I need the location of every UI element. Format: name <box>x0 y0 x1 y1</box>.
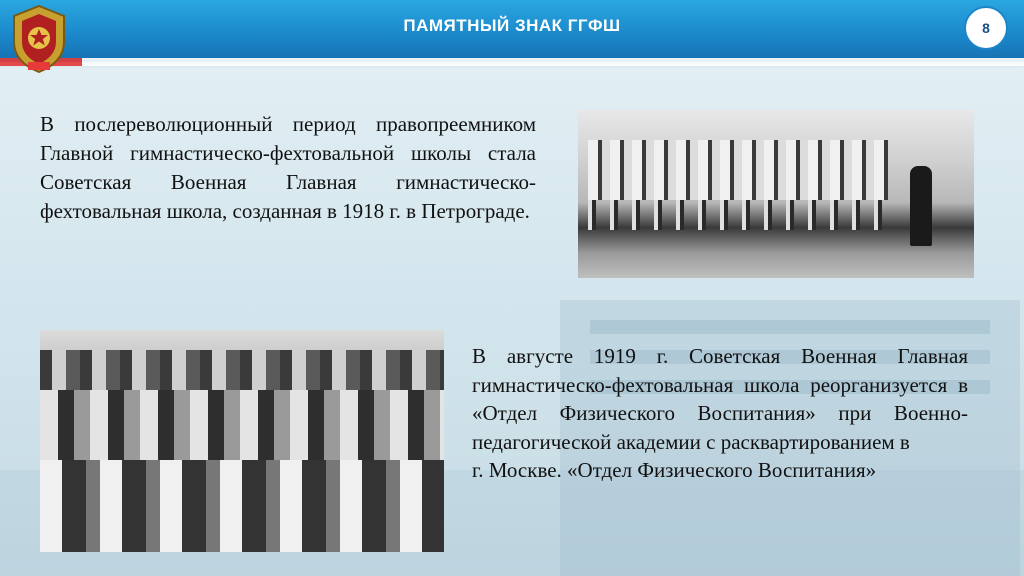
header-stripe <box>0 58 1024 66</box>
paragraph-reorganization-line2: г. Москве. «Отдел Физического Воспитания» <box>472 458 877 482</box>
paragraph-history: В послереволюционный период правопреемником Главной гимнастическо-фехтовальной школы стала Советская Военная Главная гимнастическо-фехтовальная школа, созданная в 1918 г. в Петрограде. <box>40 112 536 223</box>
paragraph-reorganization <box>472 342 968 485</box>
slide-title: ПАМЯТНЫЙ ЗНАК ГГФШ <box>403 16 621 35</box>
emblem-icon <box>6 2 72 76</box>
paragraph-reorganization-line1: В августе 1919 г. Советская Военная Главная гимнастическо-фехтовальная школа реорганизуется в «Отдел Физического Воспитания» при Военно-педагогической академии с расквартированием в <box>472 344 968 454</box>
photo-group <box>40 330 444 552</box>
photo-parade <box>578 110 974 278</box>
page-number-badge: 8 <box>964 6 1008 50</box>
